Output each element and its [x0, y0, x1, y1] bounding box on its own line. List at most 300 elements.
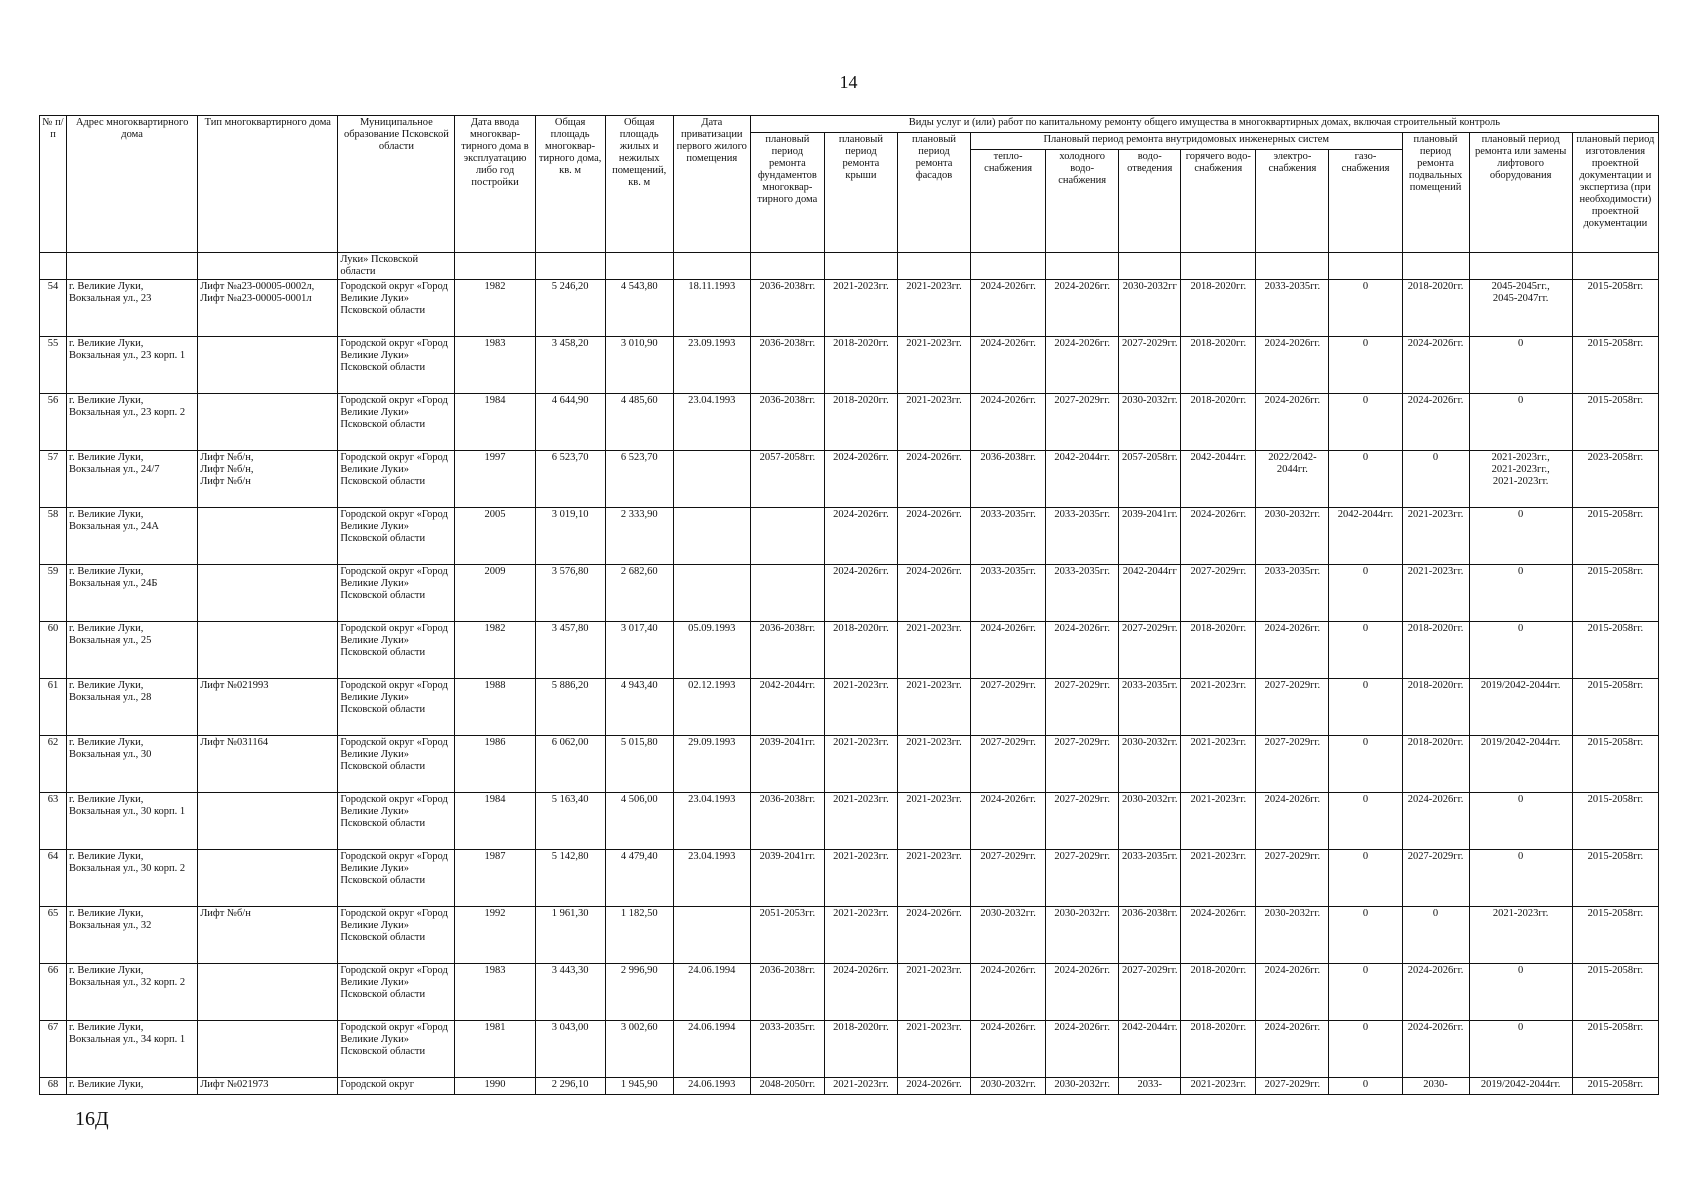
cell-gas: 0 [1329, 850, 1402, 907]
cell-design: 2015-2058гг. [1572, 565, 1658, 622]
cell-built: 1983 [455, 964, 535, 1021]
cell-built: 1992 [455, 907, 535, 964]
cell-privatization: 18.11.1993 [673, 280, 750, 337]
cell-elevator-line: 2045-2045гг., [1491, 281, 1550, 292]
header-sewer: водо-отведения [1119, 150, 1181, 253]
cell-total-area: 3 458,20 [535, 337, 605, 394]
header-heat: тепло-снабжения [971, 150, 1046, 253]
cell-total-area: 5 163,40 [535, 793, 605, 850]
cell-foundation: 2036-2038гг. [750, 622, 824, 679]
cell-heat: 2027-2029гг. [971, 679, 1046, 736]
cell-num: 64 [40, 850, 67, 907]
cell-design: 2015-2058гг. [1572, 337, 1658, 394]
cell-type [198, 565, 338, 622]
cell-electric: 2033-2035гг. [1256, 280, 1329, 337]
cell-elevator [1469, 964, 1572, 1021]
cell-design: 2015-2058гг. [1572, 508, 1658, 565]
cell-design: 2023-2058гг. [1572, 451, 1658, 508]
cell-municipality: Городской округ «Город Великие Луки» Псковской области [338, 394, 455, 451]
cell-facade: 2021-2023гг. [897, 1021, 970, 1078]
cell-electric: 2024-2026гг. [1256, 337, 1329, 394]
cell-facade: 2021-2023гг. [897, 394, 970, 451]
cell-foundation: 2036-2038гг. [750, 964, 824, 1021]
cell-elevator-line: 2045-2047гг. [1492, 293, 1549, 304]
cell-basement: 0 [1402, 907, 1469, 964]
header-gas: газо-снабжения [1329, 150, 1402, 253]
cell-heat: 2036-2038гг. [971, 451, 1046, 508]
cell-design: 2015-2058гг. [1572, 622, 1658, 679]
cell-heat: 2024-2026гг. [971, 1021, 1046, 1078]
table-row [40, 280, 1659, 337]
cell-roof: 2024-2026гг. [824, 508, 897, 565]
cell-privatization [673, 565, 750, 622]
cell-design: 2015-2058гг. [1572, 736, 1658, 793]
cell-basement: 2018-2020гг. [1402, 736, 1469, 793]
cell-municipality: Городской округ «Город Великие Луки» Псковской области [338, 736, 455, 793]
cell-gas: 0 [1329, 280, 1402, 337]
header-facade: плановый период ремонта фасадов [897, 133, 970, 253]
cell-heat: 2024-2026гг. [971, 622, 1046, 679]
table-row [40, 1021, 1659, 1078]
cell-privatization: 24.06.1993 [673, 1078, 750, 1095]
continuation-municipality: Луки» Псковской области [338, 253, 455, 280]
cell-basement: 2021-2023гг. [1402, 565, 1469, 622]
cell-type-line: Лифт №021993 [200, 680, 269, 691]
header-municipality: Муниципальное образование Псковской области [338, 116, 455, 253]
cell-type-line: Лифт №а23-00005-0001л [200, 293, 312, 304]
cell-heat: 2024-2026гг. [971, 394, 1046, 451]
cell-facade: 2021-2023гг. [897, 679, 970, 736]
cell-foundation: 2039-2041гг. [750, 850, 824, 907]
table-row [40, 793, 1659, 850]
cell-municipality: Городской округ «Город Великие Луки» Псковской области [338, 280, 455, 337]
cell-built: 1983 [455, 337, 535, 394]
cell-sewer: 2042-2044гг [1119, 565, 1181, 622]
cell-address: г. Великие Луки, Вокзальная ул., 34 корп. 1 [67, 1021, 198, 1078]
cell-foundation: 2033-2035гг. [750, 1021, 824, 1078]
cell-living-area: 4 543,80 [605, 280, 673, 337]
cell-built: 1984 [455, 394, 535, 451]
cell-privatization: 23.09.1993 [673, 337, 750, 394]
cell-elevator-line: 2021-2023гг., [1491, 464, 1550, 475]
cell-address: г. Великие Луки, Вокзальная ул., 25 [67, 622, 198, 679]
cell-privatization [673, 451, 750, 508]
cell-roof: 2018-2020гг. [824, 337, 897, 394]
cell-municipality: Городской округ «Город Великие Луки» Псковской области [338, 1021, 455, 1078]
cell-municipality: Городской округ «Город Великие Луки» Псковской области [338, 622, 455, 679]
cell-gas: 0 [1329, 1078, 1402, 1095]
cell-address: г. Великие Луки, [67, 1078, 198, 1095]
table-row [40, 736, 1659, 793]
cell-total-area: 4 644,90 [535, 394, 605, 451]
cell-total-area: 6 062,00 [535, 736, 605, 793]
cell-type [198, 337, 338, 394]
cell-design: 2015-2058гг. [1572, 679, 1658, 736]
cell-sewer: 2042-2044гг. [1119, 1021, 1181, 1078]
cell-municipality: Городской округ «Город Великие Луки» Псковской области [338, 451, 455, 508]
cell-municipality: Городской округ «Город Великие Луки» Псковской области [338, 793, 455, 850]
cell-elevator [1469, 565, 1572, 622]
cell-hot-water: 2018-2020гг. [1181, 1021, 1256, 1078]
cell-built: 2009 [455, 565, 535, 622]
table-row [40, 622, 1659, 679]
cell-foundation: 2039-2041гг. [750, 736, 824, 793]
cell-hot-water: 2021-2023гг. [1181, 679, 1256, 736]
cell-sewer: 2030-2032гг. [1119, 736, 1181, 793]
table-row [40, 850, 1659, 907]
header-basement: плановый период ремонта подвальных помещений [1402, 133, 1469, 253]
cell-gas: 0 [1329, 964, 1402, 1021]
cell-roof: 2021-2023гг. [824, 736, 897, 793]
cell-built: 1990 [455, 1078, 535, 1095]
cell-address: г. Великие Луки, Вокзальная ул., 32 корп. 2 [67, 964, 198, 1021]
cell-heat: 2024-2026гг. [971, 793, 1046, 850]
cell-type [198, 793, 338, 850]
cell-address: г. Великие Луки, Вокзальная ул., 23 корп. 2 [67, 394, 198, 451]
cell-elevator: 2019/2042-2044гг. [1469, 1078, 1572, 1095]
cell-cold-water: 2033-2035гг. [1046, 565, 1119, 622]
table-header [40, 116, 1659, 253]
cell-total-area: 2 296,10 [535, 1078, 605, 1095]
cell-living-area: 3 017,40 [605, 622, 673, 679]
cell-num: 54 [40, 280, 67, 337]
cell-num: 66 [40, 964, 67, 1021]
cell-basement: 2024-2026гг. [1402, 964, 1469, 1021]
cell-electric: 2024-2026гг. [1256, 622, 1329, 679]
cell-design: 2015-2058гг. [1572, 793, 1658, 850]
cell-foundation [750, 565, 824, 622]
cell-design: 2015-2058гг. [1572, 850, 1658, 907]
cell-total-area: 5 246,20 [535, 280, 605, 337]
cell-type [198, 850, 338, 907]
cell-facade: 2021-2023гг. [897, 850, 970, 907]
cell-sewer: 2030-2032гг. [1119, 793, 1181, 850]
cell-type: Лифт №021973 [198, 1078, 338, 1095]
cell-cold-water: 2024-2026гг. [1046, 280, 1119, 337]
cell-hot-water: 2027-2029гг. [1181, 565, 1256, 622]
cell-sewer: 2057-2058гг. [1119, 451, 1181, 508]
continuation-row [40, 253, 1659, 280]
table-row [40, 907, 1659, 964]
cell-foundation: 2036-2038гг. [750, 394, 824, 451]
header-privatization-date: Дата приватизации первого жилого помещения [673, 116, 750, 253]
cell-hot-water: 2018-2020гг. [1181, 622, 1256, 679]
cell-gas: 0 [1329, 793, 1402, 850]
cell-hot-water: 2018-2020гг. [1181, 964, 1256, 1021]
cell-hot-water: 2018-2020гг. [1181, 394, 1256, 451]
cell-address: г. Великие Луки, Вокзальная ул., 32 [67, 907, 198, 964]
cell-electric: 2024-2026гг. [1256, 1021, 1329, 1078]
cell-num: 55 [40, 337, 67, 394]
cell-municipality: Городской округ [338, 1078, 455, 1095]
cell-roof: 2021-2023гг. [824, 907, 897, 964]
cell-facade: 2021-2023гг. [897, 736, 970, 793]
cell-hot-water: 2021-2023гг. [1181, 1078, 1256, 1095]
cell-roof: 2024-2026гг. [824, 964, 897, 1021]
cell-municipality: Городской округ «Город Великие Луки» Псковской области [338, 850, 455, 907]
cell-design: 2015-2058гг. [1572, 1078, 1658, 1095]
cell-heat: 2024-2026гг. [971, 964, 1046, 1021]
cell-elevator [1469, 1021, 1572, 1078]
cell-electric: 2027-2029гг. [1256, 1078, 1329, 1095]
cell-cold-water: 2042-2044гг. [1046, 451, 1119, 508]
cell-num: 67 [40, 1021, 67, 1078]
table-row [40, 964, 1659, 1021]
header-electric: электро-снабжения [1256, 150, 1329, 253]
cell-elevator-line: 0 [1518, 623, 1524, 634]
cell-hot-water: 2021-2023гг. [1181, 793, 1256, 850]
cell-type-line: Лифт №031164 [200, 737, 269, 748]
cell-hot-water: 2024-2026гг. [1181, 508, 1256, 565]
cell-foundation [750, 508, 824, 565]
cell-heat: 2024-2026гг. [971, 337, 1046, 394]
header-num: № п/п [40, 116, 67, 253]
cell-gas: 0 [1329, 451, 1402, 508]
cell-elevator [1469, 622, 1572, 679]
cell-total-area: 1 961,30 [535, 907, 605, 964]
cell-type [198, 622, 338, 679]
cell-living-area: 5 015,80 [605, 736, 673, 793]
cell-heat: 2030-2032гг. [971, 1078, 1046, 1095]
cell-electric: 2027-2029гг. [1256, 850, 1329, 907]
cell-sewer: 2027-2029гг. [1119, 964, 1181, 1021]
cell-total-area: 3 443,30 [535, 964, 605, 1021]
cell-gas: 0 [1329, 394, 1402, 451]
cell-municipality: Городской округ «Город Великие Луки» Псковской области [338, 964, 455, 1021]
cell-basement: 2018-2020гг. [1402, 280, 1469, 337]
cell-built: 1986 [455, 736, 535, 793]
header-total-area: Общая площадь многоквар-тирного дома, кв. м [535, 116, 605, 253]
cell-gas: 0 [1329, 1021, 1402, 1078]
cell-basement: 2018-2020гг. [1402, 679, 1469, 736]
cell-hot-water: 2018-2020гг. [1181, 337, 1256, 394]
cell-gas: 0 [1329, 337, 1402, 394]
document-stamp: 16Д [75, 1108, 109, 1130]
cell-living-area: 2 996,90 [605, 964, 673, 1021]
cell-living-area: 4 479,40 [605, 850, 673, 907]
cell-heat: 2033-2035гг. [971, 565, 1046, 622]
cell-built: 1987 [455, 850, 535, 907]
cell-roof: 2021-2023гг. [824, 850, 897, 907]
cell-living-area: 4 506,00 [605, 793, 673, 850]
cell-living-area: 6 523,70 [605, 451, 673, 508]
cell-num: 65 [40, 907, 67, 964]
cell-roof: 2021-2023гг. [824, 1078, 897, 1095]
cell-type [198, 1021, 338, 1078]
cell-address: г. Великие Луки, Вокзальная ул., 30 корп. 1 [67, 793, 198, 850]
cell-basement: 2030- [1402, 1078, 1469, 1095]
cell-sewer: 2033-2035гг. [1119, 679, 1181, 736]
cell-basement: 2024-2026гг. [1402, 337, 1469, 394]
cell-basement: 2021-2023гг. [1402, 508, 1469, 565]
cell-heat: 2033-2035гг. [971, 508, 1046, 565]
header-elevator: плановый период ремонта или замены лифтового оборудования [1469, 133, 1572, 253]
cell-electric: 2024-2026гг. [1256, 793, 1329, 850]
cell-sewer: 2033- [1119, 1078, 1181, 1095]
cell-type [198, 280, 338, 337]
cell-address: г. Великие Луки, Вокзальная ул., 24Б [67, 565, 198, 622]
cell-type [198, 736, 338, 793]
cell-type [198, 964, 338, 1021]
cell-elevator [1469, 280, 1572, 337]
cell-built: 1982 [455, 280, 535, 337]
cell-facade: 2024-2026гг. [897, 508, 970, 565]
cell-elevator [1469, 337, 1572, 394]
cell-roof: 2018-2020гг. [824, 1021, 897, 1078]
cell-hot-water: 2021-2023гг. [1181, 736, 1256, 793]
cell-gas: 0 [1329, 736, 1402, 793]
cell-facade: 2024-2026гг. [897, 451, 970, 508]
cell-address: г. Великие Луки, Вокзальная ул., 28 [67, 679, 198, 736]
cell-sewer: 2039-2041гг. [1119, 508, 1181, 565]
cell-elevator [1469, 907, 1572, 964]
cell-total-area: 3 457,80 [535, 622, 605, 679]
cell-basement: 2027-2029гг. [1402, 850, 1469, 907]
cell-type-line: Лифт №б/н [200, 476, 251, 487]
cell-built: 1981 [455, 1021, 535, 1078]
cell-address: г. Великие Луки, Вокзальная ул., 23 корп. 1 [67, 337, 198, 394]
cell-total-area: 3 019,10 [535, 508, 605, 565]
cell-cold-water: 2027-2029гг. [1046, 736, 1119, 793]
cell-electric: 2030-2032гг. [1256, 907, 1329, 964]
cell-municipality: Городской округ «Город Великие Луки» Псковской области [338, 907, 455, 964]
cell-elevator-line: 0 [1518, 395, 1524, 406]
cell-total-area: 6 523,70 [535, 451, 605, 508]
cell-num: 59 [40, 565, 67, 622]
cell-cold-water: 2024-2026гг. [1046, 337, 1119, 394]
cell-facade: 2024-2026гг. [897, 907, 970, 964]
cell-design: 2015-2058гг. [1572, 394, 1658, 451]
cell-foundation: 2042-2044гг. [750, 679, 824, 736]
cell-elevator-line: 2021-2023гг. [1492, 908, 1549, 919]
cell-num: 56 [40, 394, 67, 451]
cell-design: 2015-2058гг. [1572, 907, 1658, 964]
cell-cold-water: 2027-2029гг. [1046, 850, 1119, 907]
cell-foundation: 2051-2053гг. [750, 907, 824, 964]
cell-cold-water: 2027-2029гг. [1046, 793, 1119, 850]
cell-facade: 2021-2023гг. [897, 337, 970, 394]
cell-electric: 2030-2032гг. [1256, 508, 1329, 565]
cell-living-area: 1 945,90 [605, 1078, 673, 1095]
cell-heat: 2027-2029гг. [971, 850, 1046, 907]
cell-sewer: 2030-2032гг. [1119, 394, 1181, 451]
cell-facade: 2021-2023гг. [897, 280, 970, 337]
cell-elevator-line: 2021-2023гг., [1491, 452, 1550, 463]
header-type: Тип многоквартирного дома [198, 116, 338, 253]
cell-type [198, 907, 338, 964]
header-hot-water: горячего водо-снабжения [1181, 150, 1256, 253]
cell-basement: 0 [1402, 451, 1469, 508]
cell-elevator [1469, 451, 1572, 508]
cell-cold-water: 2033-2035гг. [1046, 508, 1119, 565]
cell-type-line: Лифт №б/н, [200, 464, 254, 475]
cell-municipality: Городской округ «Город Великие Луки» Псковской области [338, 508, 455, 565]
cell-sewer: 2027-2029гг. [1119, 337, 1181, 394]
cell-address: г. Великие Луки, Вокзальная ул., 30 [67, 736, 198, 793]
cell-privatization [673, 907, 750, 964]
cell-municipality: Городской округ «Город Великие Луки» Псковской области [338, 337, 455, 394]
cell-num: 58 [40, 508, 67, 565]
cell-electric: 2033-2035гг. [1256, 565, 1329, 622]
cell-elevator-line: 0 [1518, 794, 1524, 805]
cell-privatization: 02.12.1993 [673, 679, 750, 736]
cell-heat: 2030-2032гг. [971, 907, 1046, 964]
cell-hot-water: 2024-2026гг. [1181, 907, 1256, 964]
cell-facade: 2021-2023гг. [897, 793, 970, 850]
cell-privatization: 24.06.1994 [673, 1021, 750, 1078]
cell-elevator-line: 0 [1518, 566, 1524, 577]
cell-foundation: 2036-2038гг. [750, 337, 824, 394]
cell-sewer: 2033-2035гг. [1119, 850, 1181, 907]
cell-electric: 2024-2026гг. [1256, 964, 1329, 1021]
cell-cold-water: 2030-2032гг. [1046, 907, 1119, 964]
cell-roof: 2024-2026гг. [824, 565, 897, 622]
cell-living-area: 2 333,90 [605, 508, 673, 565]
cell-living-area: 4 943,40 [605, 679, 673, 736]
table-row [40, 679, 1659, 736]
cell-elevator [1469, 508, 1572, 565]
cell-elevator-line: 0 [1518, 965, 1524, 976]
cell-type [198, 679, 338, 736]
cell-num: 60 [40, 622, 67, 679]
cell-built: 1984 [455, 793, 535, 850]
header-roof: плановый период ремонта крыши [824, 133, 897, 253]
cell-elevator [1469, 793, 1572, 850]
cell-gas: 0 [1329, 907, 1402, 964]
cell-type [198, 451, 338, 508]
cell-basement: 2018-2020гг. [1402, 622, 1469, 679]
cell-num: 63 [40, 793, 67, 850]
cell-cold-water: 2024-2026гг. [1046, 964, 1119, 1021]
cell-municipality: Городской округ «Город Великие Луки» Псковской области [338, 565, 455, 622]
cell-type [198, 394, 338, 451]
table-body [40, 253, 1659, 1078]
cell-total-area: 3 043,00 [535, 1021, 605, 1078]
header-foundation: плановый период ремонта фундаментов многоквар-тирного дома [750, 133, 824, 253]
cell-basement: 2024-2026гг. [1402, 394, 1469, 451]
cell-address: г. Великие Луки, Вокзальная ул., 24/7 [67, 451, 198, 508]
cell-cold-water: 2027-2029гг. [1046, 394, 1119, 451]
table-row [40, 337, 1659, 394]
cell-municipality: Городской округ «Город Великие Луки» Псковской области [338, 679, 455, 736]
cell-living-area: 3 002,60 [605, 1021, 673, 1078]
cell-total-area: 3 576,80 [535, 565, 605, 622]
cell-privatization [673, 508, 750, 565]
cell-elevator-line: 2019/2042-2044гг. [1480, 680, 1561, 691]
cell-foundation: 2048-2050гг. [750, 1078, 824, 1095]
cell-elevator [1469, 679, 1572, 736]
cell-facade: 2024-2026гг. [897, 1078, 970, 1095]
cell-living-area: 3 010,90 [605, 337, 673, 394]
cell-gas: 0 [1329, 679, 1402, 736]
cell-elevator-line: 0 [1518, 851, 1524, 862]
cell-total-area: 5 142,80 [535, 850, 605, 907]
cell-hot-water: 2021-2023гг. [1181, 850, 1256, 907]
capital-repair-table [39, 115, 1659, 1095]
cell-address: г. Великие Луки, Вокзальная ул., 23 [67, 280, 198, 337]
cell-heat: 2024-2026гг. [971, 280, 1046, 337]
cell-cold-water: 2024-2026гг. [1046, 1021, 1119, 1078]
cell-privatization: 24.06.1994 [673, 964, 750, 1021]
cell-gas: 2042-2044гг. [1329, 508, 1402, 565]
cell-type [198, 508, 338, 565]
header-date-built: Дата ввода многоквар-тирного дома в эксплуатацию либо год постройки [455, 116, 535, 253]
cell-address: г. Великие Луки, Вокзальная ул., 30 корп. 2 [67, 850, 198, 907]
header-works-group: Виды услуг и (или) работ по капитальному ремонту общего имущества в многоквартирных домах, включая строительный контроль [750, 116, 1658, 133]
cell-elevator-line: 2021-2023гг. [1492, 476, 1549, 487]
cell-num: 68 [40, 1078, 67, 1095]
cell-cold-water: 2027-2029гг. [1046, 679, 1119, 736]
